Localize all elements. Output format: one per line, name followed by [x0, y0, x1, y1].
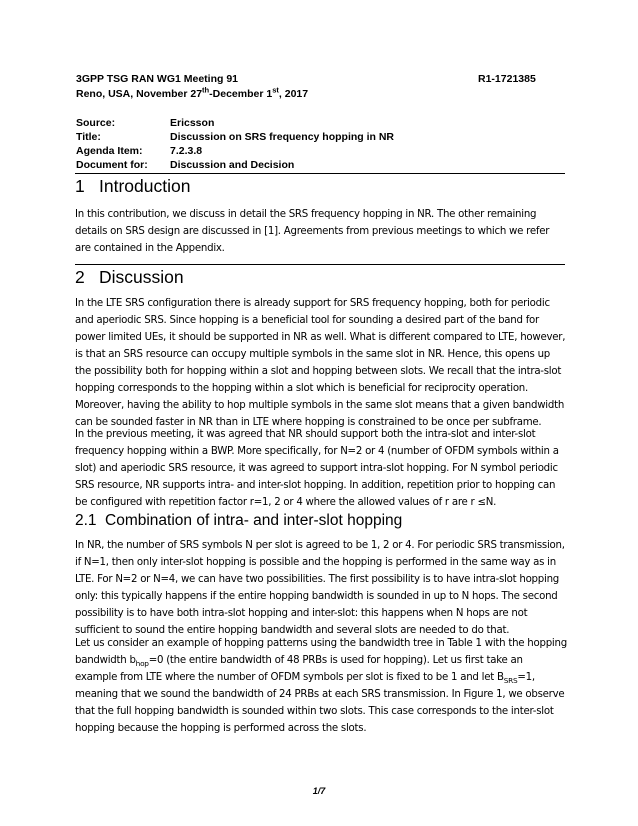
meeting-title: 3GPP TSG RAN WG1 Meeting 91: [76, 73, 239, 85]
section-heading-introduction: 1 Introduction: [75, 173, 565, 197]
subsection-heading-2-1: 2.1 Combination of intra- and inter-slot hopping: [75, 512, 403, 529]
meta-row-purpose: Document for: Discussion and Decision: [76, 159, 295, 171]
discussion-paragraph-2: In the previous meeting, it was agreed that NR should support both the intra-slot and inter-slot frequency hopping within a BWP. More specifically, for N=2 or 4 (number of OFDM symbols within a slot) and aperiodic SRS resource, it was agreed to support intra-slot hopping. For N symbol periodic SRS resource, NR supports intra- and inter-slot hopping. In addition, repetition prior to hopping can be configured with repetition factor r=1, 2 or 4 where the allowed values of r are r ≤N.: [75, 429, 559, 508]
meta-row-source: Source: Ericsson: [76, 117, 215, 129]
document-number: R1-1721385: [478, 73, 536, 85]
discussion-paragraph-1: In the LTE SRS configuration there is already support for SRS frequency hopping, both for periodic and aperiodic SRS. Since hopping is a beneficial tool for sounding a desired part of the band for power limited UEs, it should be supported in NR as well. What is different compared to LTE, however, is that an SRS resource can occupy multiple symbols in the same slot in NR. Hence, this opens up the possibility both for hopping within a slot and hopping between slots. We recall that the intra-slot hopping corresponds to the hopping within a slot which is beneficial for reciprocity operation. Moreover, having the ability to hop multiple symbols in the same slot means that a given bandwidth can be sounded faster in NR than in LTE where hopping is constrained to be once per subframe.: [75, 298, 566, 428]
subsection-paragraph-2: Let us consider an example of hopping patterns using the bandwidth tree in Table 1 with the hopping bandwidth $b_{hop}=0$ (the entire bandwidth of 48 PRBs is used for hopping). Let us first take an example from LTE where the number of OFDM symbols per slot is fixed to be 1 and let $B_{SRS}=1$, meaning that we sound the bandwidth of 24 PRBs at each SRS transmission. In Figure 1, we observe that the full hopping bandwidth is sounded within two slots. This case corresponds to the inter-slot hopping because the hopping is performed across the slots.: [75, 638, 567, 734]
meta-row-agenda: Agenda Item: 7.2.3.8: [76, 145, 203, 157]
subsection-paragraph-1: In NR, the number of SRS symbols N per slot is agreed to be 1, 2 or 4. For periodic SRS transmission, if N=1, then only inter-slot hopping is possible and the hopping is performed in the same way as in LTE. For N=2 or N=4, we can have two possibilities. The first possibility is to have intra-slot hopping only: this typically happens if the entire hopping bandwidth is sounded in up to N hops. The second possibility is to have both intra-slot hopping and inter-slot: this happens when N hops are not sufficient to sound the entire hopping bandwidth and several slots are needed to do that.: [75, 540, 565, 636]
section-heading-discussion: 2 Discussion: [75, 264, 565, 288]
meeting-location: Reno, USA, November 27th-December 1st, 2017: [76, 85, 309, 100]
page-number: 1/7: [312, 786, 326, 796]
document-metadata: [76, 116, 394, 172]
intro-paragraph: In this contribution, we discuss in detail the SRS frequency hopping in NR. The other remaining details on SRS design are discussed in [1]. Agreements from previous meetings to which we refer are contained in the Appendix.: [75, 209, 550, 254]
meta-row-title: Title: Discussion on SRS frequency hopping in NR: [76, 131, 395, 143]
